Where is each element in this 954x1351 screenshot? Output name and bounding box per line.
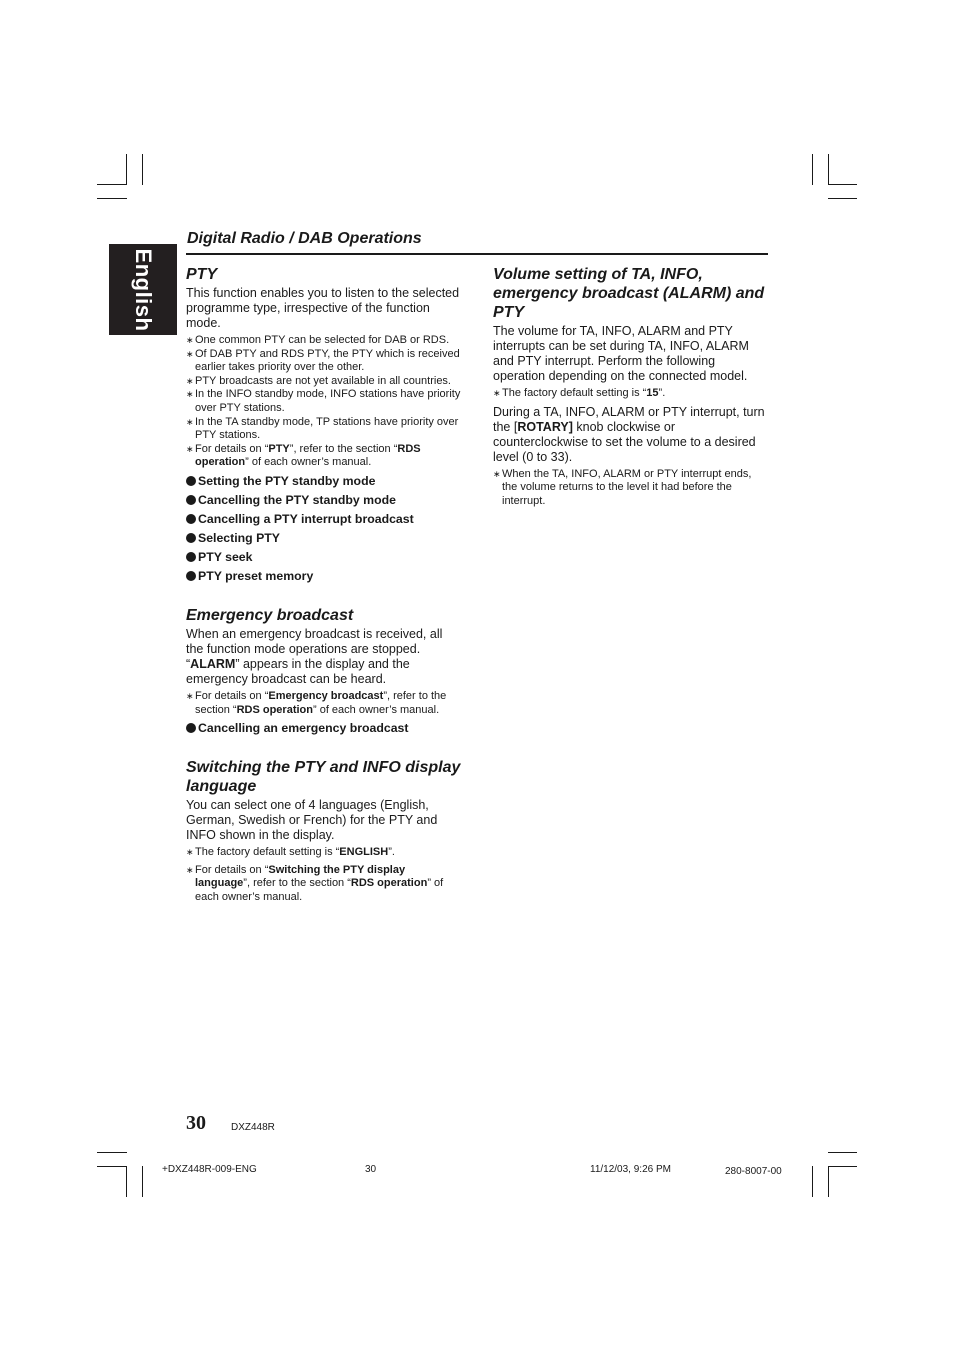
left-column	[186, 265, 462, 909]
pty-heading: PTY	[186, 266, 218, 283]
section-header: Digital Radio / DAB Operations	[187, 230, 422, 247]
crop-mark	[97, 1166, 127, 1167]
volume-default-note	[493, 387, 769, 401]
note-item: ∗ The factory default setting is “15”.	[493, 387, 666, 399]
note-item: ∗ In the TA standby mode, TP stations have priority over PTY stations.	[186, 415, 459, 442]
bullet-item: Cancelling the PTY standby mode	[186, 493, 462, 508]
crop-mark	[97, 198, 127, 199]
emergency-heading: Emergency broadcast	[186, 606, 354, 624]
crop-mark	[142, 1166, 143, 1197]
language-tab-label: English	[131, 248, 156, 331]
footer-part-number: 280-8007-00	[725, 1166, 782, 1177]
asterisk-icon: ∗	[186, 389, 194, 400]
bullet-icon	[186, 723, 196, 733]
crop-mark	[828, 184, 857, 185]
bullet-item: PTY seek	[186, 550, 462, 565]
crop-mark	[97, 1152, 127, 1153]
bullet-item: PTY preset memory	[186, 569, 462, 584]
note-item: ∗ The factory default setting is “ENGLISH”.	[186, 846, 395, 859]
language-tab	[109, 244, 177, 335]
emergency-body: When an emergency broadcast is received, all the function mode operations are stopped. “ALARM” appears in the display and the emergency broadcast can be heard.	[186, 626, 443, 686]
bullet-icon	[186, 495, 196, 505]
footer-page: 30	[365, 1164, 377, 1175]
note-item: ∗ PTY broadcasts are not yet available in all countries.	[186, 374, 451, 387]
note-item: ∗ For details on “Switching the PTY display language”, refer to the section “RDS operation” of each owner’s manual.	[186, 863, 444, 903]
crop-mark	[828, 1166, 857, 1167]
asterisk-icon: ∗	[493, 388, 501, 398]
pty-notes	[186, 334, 462, 470]
crop-mark	[828, 198, 857, 199]
bullet-icon	[186, 514, 196, 524]
note-item: ∗ When the TA, INFO, ALARM or PTY interrupt ends, the volume returns to the level it had before the interrupt.	[493, 467, 752, 507]
crop-mark	[828, 1152, 857, 1153]
bullet-icon	[186, 533, 196, 543]
volume-heading: Volume setting of TA, INFO, emergency broadcast (ALARM) and PTY	[493, 266, 765, 321]
asterisk-icon: ∗	[186, 443, 194, 454]
right-column	[493, 265, 769, 512]
bullet-item: Setting the PTY standby mode	[186, 474, 462, 489]
language-body: You can select one of 4 languages (English, German, Swedish or French) for the PTY and INFO shown in the display.	[186, 798, 438, 843]
pty-intro: This function enables you to listen to the selected programme type, irrespective of the function mode.	[186, 286, 460, 330]
pty-bullets	[186, 474, 462, 584]
volume-body-2: During a TA, INFO, ALARM or PTY interrupt, turn the [ROTARY] knob clockwise or counterclockwise to set the volume to a desired level (0 to 33).	[493, 404, 765, 464]
page-number: 30	[186, 1112, 206, 1134]
note-item: ∗ In the INFO standby mode, INFO stations have priority over PTY stations.	[186, 388, 461, 414]
volume-body-1: The volume for TA, INFO, ALARM and PTY interrupts can be set during TA, INFO, ALARM and PTY interrupt. Perform the following operation depending on the connected model.	[493, 324, 749, 383]
note-item: ∗ One common PTY can be selected for DAB or RDS.	[186, 334, 450, 346]
emergency-notes	[186, 690, 462, 717]
asterisk-icon: ∗	[186, 690, 194, 701]
crop-mark	[812, 154, 813, 185]
asterisk-icon: ∗	[186, 416, 194, 427]
footer-file: +DXZ448R-009-ENG	[162, 1164, 257, 1175]
asterisk-icon: ∗	[186, 864, 194, 875]
bullet-icon	[186, 552, 196, 562]
asterisk-icon: ∗	[493, 468, 501, 479]
volume-notes	[493, 468, 769, 509]
language-heading: Switching the PTY and INFO display language	[186, 759, 461, 796]
note-item: ∗ For details on “Emergency broadcast”, refer to the section “RDS operation” of each owner’s manual.	[186, 689, 447, 716]
crop-mark	[828, 154, 829, 185]
bullet-item: Cancelling an emergency broadcast	[186, 721, 462, 736]
asterisk-icon: ∗	[186, 847, 194, 858]
asterisk-icon: ∗	[186, 375, 194, 386]
footer-datetime: 11/12/03, 9:26 PM	[590, 1164, 671, 1175]
crop-mark	[142, 154, 143, 185]
crop-mark	[97, 184, 127, 185]
crop-mark	[812, 1166, 813, 1197]
spacer	[186, 740, 462, 758]
crop-mark	[126, 1166, 127, 1197]
emergency-bullets	[186, 721, 462, 736]
crop-mark	[126, 154, 127, 185]
note-item: ∗ For details on “PTY”, refer to the section “RDS operation” of each owner’s manual.	[186, 442, 421, 469]
bullet-item: Cancelling a PTY interrupt broadcast	[186, 512, 462, 527]
asterisk-icon: ∗	[186, 348, 194, 359]
note-item: ∗ Of DAB PTY and RDS PTY, the PTY which is received earlier takes priority over the other.	[186, 347, 460, 374]
bullet-item: Selecting PTY	[186, 531, 462, 546]
asterisk-icon: ∗	[186, 335, 194, 345]
model-code: DXZ448R	[231, 1122, 275, 1133]
bullet-icon	[186, 476, 196, 486]
crop-mark	[828, 1166, 829, 1197]
bullet-icon	[186, 571, 196, 581]
spacer	[186, 588, 462, 606]
language-notes	[186, 846, 462, 904]
header-rule	[186, 253, 768, 255]
